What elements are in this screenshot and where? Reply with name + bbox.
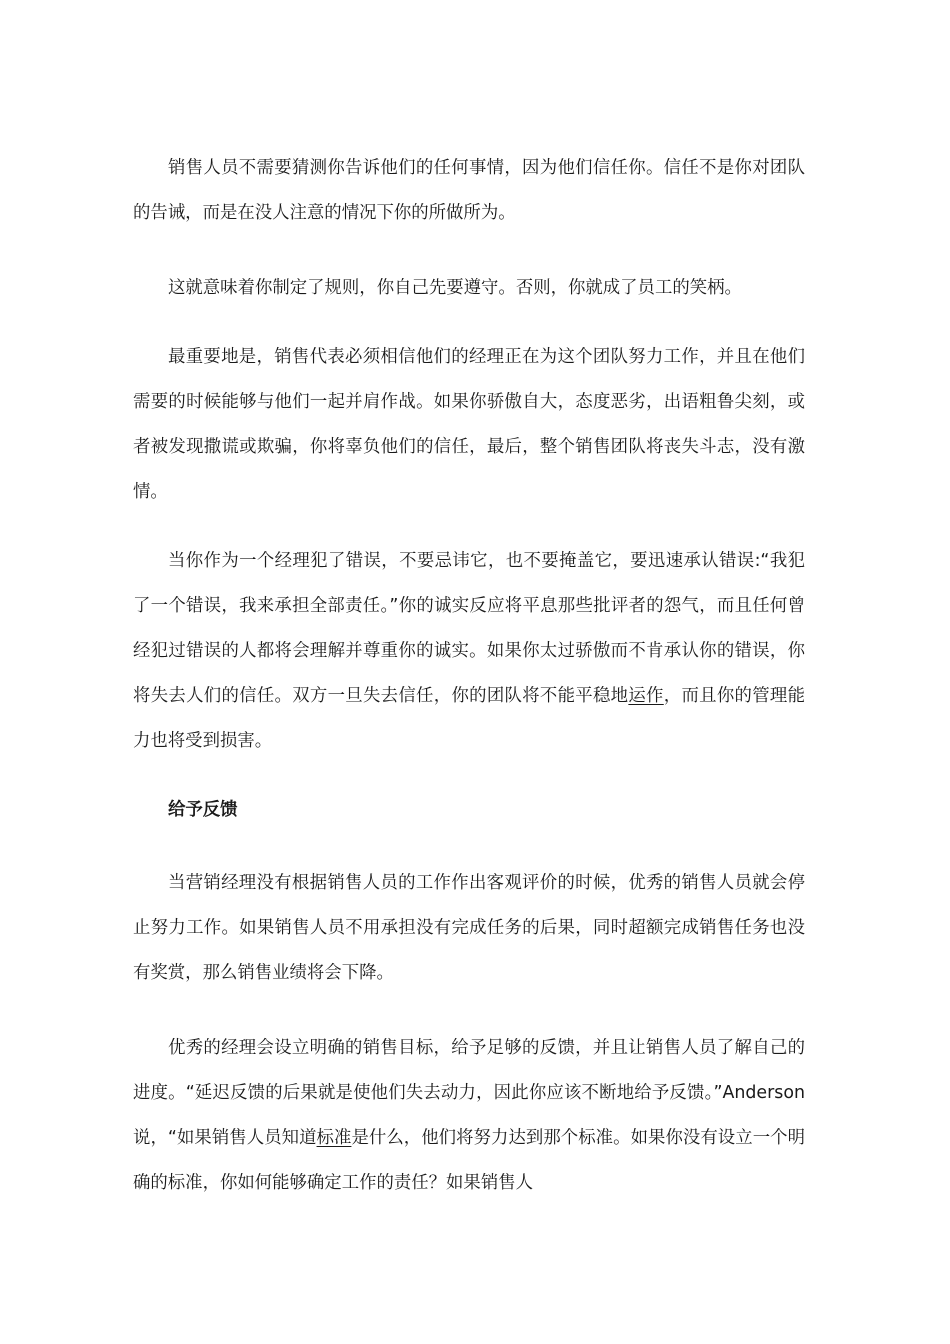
paragraph-text: 当你作为一个经理犯了错误，不要忌讳它，也不要掩盖它，要迅速承认错误:“我犯了一个错误，我来承担全部责任。”你的诚实反应将平息那些批评者的怨气，而且任何曾经犯过错误的人都将会理解并尊重你的诚实。如果你太过骄傲而不肯承认你的错误，你将失去人们的信任。双方一旦失去信任，你的团队将不能平稳地 <box>133 551 805 706</box>
operation-link[interactable]: 运作 <box>628 686 664 706</box>
paragraph-evaluation: 当营销经理没有根据销售人员的工作作出客观评价的时候，优秀的销售人员就会停止努力工作。如果销售人员不用承担没有完成任务的后果，同时超额完成销售任务也没有奖赏，那么销售业绩将会下降。 <box>133 873 805 983</box>
paragraph-text: 优秀的经理会设立明确的销售目标，给予足够的反馈，并且让销售人员了解自己的进度。“延迟反馈的后果就是使他们失去动力，因此你应该不断地给予反馈。”Anderson 说，“如果销售人员知道 <box>133 1038 805 1148</box>
paragraph-text: 是什么，他们将努力达到那个标准。如果你没有设立一个明确的标准，你如何能够确定工作的责任？如果销售人 <box>133 1128 805 1193</box>
standard-link[interactable]: 标准 <box>316 1128 352 1148</box>
paragraph-rules: 这就意味着你制定了规则，你自己先要遵守。否则，你就成了员工的笑柄。 <box>168 278 742 298</box>
document-body <box>133 146 805 1236</box>
paragraph-trust: 销售人员不需要猜测你告诉他们的任何事情，因为他们信任你。信任不是你对团队的告诫，而是在没人注意的情况下你的所做所为。 <box>133 158 805 223</box>
paragraph-manager-effort: 最重要地是，销售代表必须相信他们的经理正在为这个团队努力工作，并且在他们需要的时候能够与他们一起并肩作战。如果你骄傲自大，态度恶劣，出语粗鲁尖刻，或者被发现撒谎或欺骗，你将辜负他们的信任，最后，整个销售团队将丧失斗志，没有激情。 <box>133 347 805 502</box>
paragraph-admit-mistakes <box>133 539 805 764</box>
paragraph-goals <box>133 1026 805 1206</box>
paragraph-text: ，而且你的管理能力也将受到损害。 <box>133 686 805 751</box>
section-heading-feedback: 给予反馈 <box>168 800 238 820</box>
